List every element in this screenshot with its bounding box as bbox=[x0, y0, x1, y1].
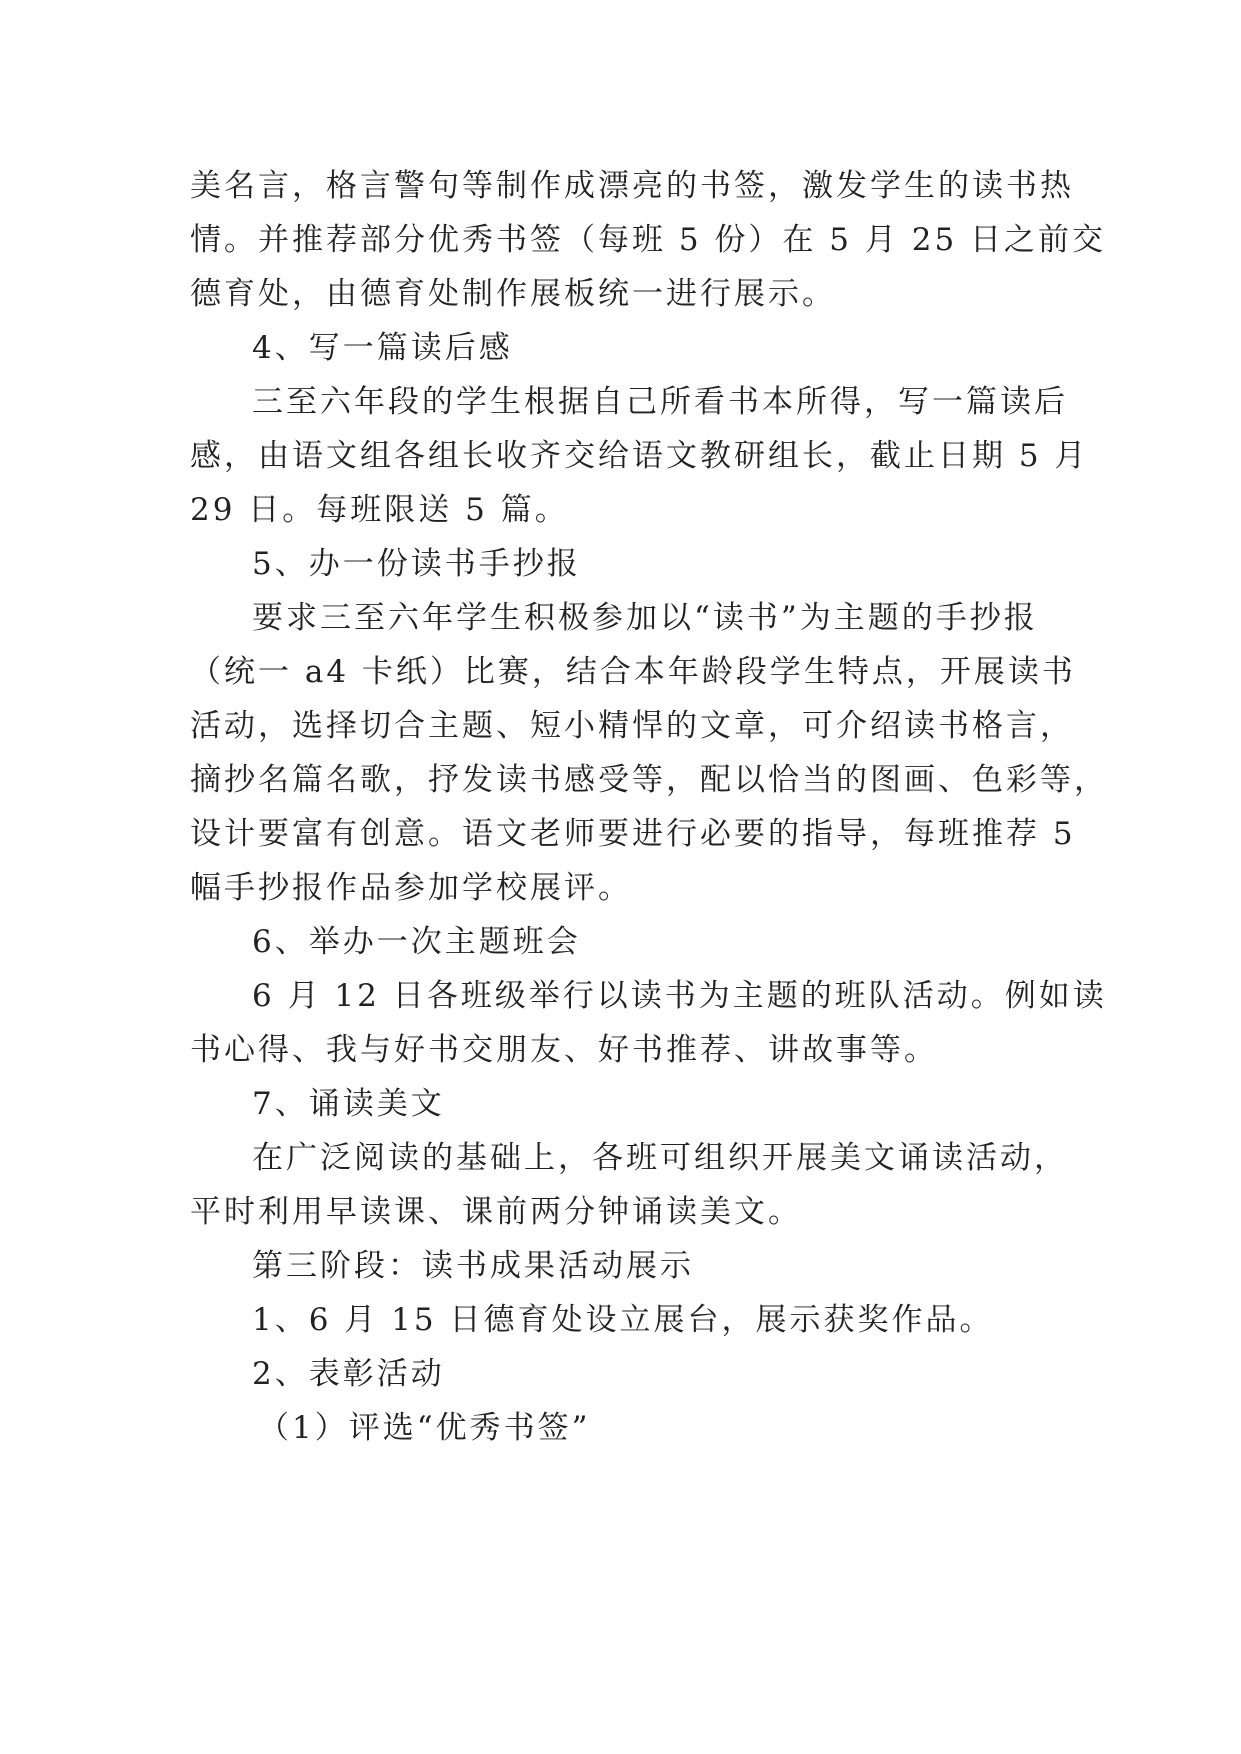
text-line-20: 平时利用早读课、课前两分钟诵读美文。 bbox=[190, 1194, 802, 1230]
section-heading-6: 6、举办一次主题班会 bbox=[252, 924, 581, 960]
text-line-23: 2、表彰活动 bbox=[252, 1356, 445, 1392]
section-heading-7: 7、诵读美文 bbox=[252, 1086, 445, 1122]
text-line-12: 摘抄名篇名歌，抒发读书感受等，配以恰当的图画、色彩等， bbox=[190, 762, 1108, 798]
text-line-13: 设计要富有创意。语文老师要进行必要的指导，每班推荐 5 bbox=[190, 816, 1076, 852]
text-line-6: 感，由语文组各组长收齐交给语文教研组长，截止日期 5 月 bbox=[190, 438, 1089, 474]
text-line-9: 要求三至六年学生积极参加以“读书”为主题的手抄报 bbox=[252, 600, 1038, 636]
stage-heading-3: 第三阶段：读书成果活动展示 bbox=[252, 1248, 694, 1284]
text-line-11: 活动，选择切合主题、短小精悍的文章，可介绍读书格言， bbox=[190, 708, 1074, 744]
text-line-10: （统一 a4 卡纸）比赛，结合本年龄段学生特点，开展读书 bbox=[190, 654, 1076, 690]
text-line-3: 德育处，由德育处制作展板统一进行展示。 bbox=[190, 276, 836, 312]
text-line-17: 书心得、我与好书交朋友、好书推荐、讲故事等。 bbox=[190, 1032, 938, 1068]
text-line-24: （1）评选“优秀书签” bbox=[258, 1410, 591, 1446]
text-line-16: 6 月 12 日各班级举行以读书为主题的班队活动。例如读 bbox=[252, 978, 1107, 1014]
text-line-5: 三至六年段的学生根据自己所看书本所得，写一篇读后 bbox=[252, 384, 1068, 420]
text-line-19: 在广泛阅读的基础上，各班可组织开展美文诵读活动， bbox=[252, 1140, 1068, 1176]
text-line-7: 29 日。每班限送 5 篇。 bbox=[190, 492, 569, 528]
text-line-2: 情。并推荐部分优秀书签（每班 5 份）在 5 月 25 日之前交 bbox=[190, 222, 1107, 258]
section-heading-4: 4、写一篇读后感 bbox=[252, 330, 513, 366]
section-heading-5: 5、办一份读书手抄报 bbox=[252, 546, 581, 582]
text-line-22: 1、6 月 15 日德育处设立展台，展示获奖作品。 bbox=[252, 1302, 994, 1338]
text-line-14: 幅手抄报作品参加学校展评。 bbox=[190, 870, 632, 906]
text-line-1: 美名言，格言警句等制作成漂亮的书签，激发学生的读书热 bbox=[190, 168, 1074, 204]
